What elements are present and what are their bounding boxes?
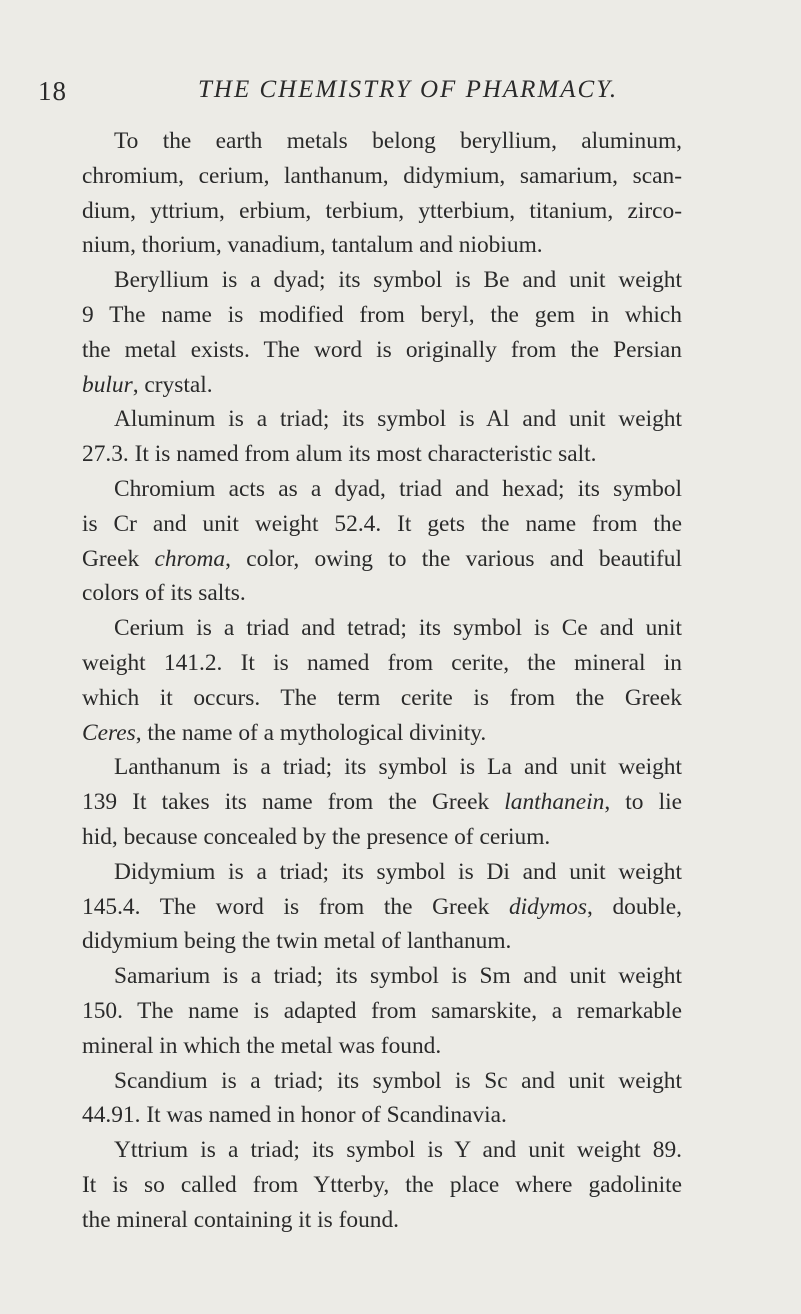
body-text [82,124,682,1238]
italic-term: chroma [154,545,226,572]
text-line: Cerium is a triad and tetrad; its symbol is Ce and unit [114,615,682,642]
text-line: Lanthanum is a triad; its symbol is La and unit weight [114,754,682,781]
text-line [82,890,682,925]
text-line: nium, thorium, vanadium, tantalum and niobium. [82,232,543,259]
text-line: Aluminum is a triad; its symbol is Al and unit weight [114,406,682,433]
text-line: Beryllium is a dyad; its symbol is Be and unit weight [114,267,682,294]
page-number: 18 [38,76,67,106]
text-line: To the earth metals belong beryllium, aluminum, [114,128,682,154]
text-run: , to lie [604,789,682,816]
text-line [82,785,682,820]
text-run: , double, [586,893,682,920]
running-title: THE CHEMISTRY OF PHARMACY. [198,76,619,103]
text-run: Greek [82,545,155,572]
text-line: is Cr and unit weight 52.4. It gets the name from the [82,510,682,537]
text-line: 150. The name is adapted from samarskite, a remarkable [82,997,682,1024]
text-line: the mineral containing it is found. [82,1206,400,1233]
text-run: 139 It takes its name from the Greek [82,789,505,816]
text-run: , crystal. [132,371,213,398]
text-line: Scandium is a triad; its symbol is Sc and unit weight [114,1067,682,1094]
italic-term: bulur [82,371,133,398]
text-line: the metal exists. The word is originally from the Persian [82,336,682,363]
text-run: 145.4. The word is from the Greek [82,893,509,920]
text-line: 44.91. It was named in honor of Scandinavia. [82,1102,507,1129]
italic-term: lanthanein [504,789,605,816]
text-run: , the name of a mythological divinity. [135,719,487,746]
text-run: , color, owing to the various and beautiful [225,545,682,572]
text-line [82,542,682,577]
text-line [82,716,682,751]
text-line: Yttrium is a triad; its symbol is Y and unit weight 89. [114,1137,682,1164]
italic-term: didymos [508,893,587,920]
text-line: It is so called from Ytterby, the place where gadolinite [82,1171,682,1198]
text-line: mineral in which the metal was found. [82,1032,442,1059]
italic-term: Ceres [82,719,136,746]
text-line: 27.3. It is named from alum its most characteristic salt. [82,441,597,468]
text-line: weight 141.2. It is named from cerite, the mineral in [82,649,682,676]
text-line: didymium being the twin metal of lanthanum. [82,928,512,955]
text-line [82,368,682,403]
text-line: colors of its salts. [82,580,246,607]
text-line: Samarium is a triad; its symbol is Sm and unit weight [114,963,682,990]
text-line: Chromium acts as a dyad, triad and hexad; its symbol [114,475,682,502]
text-line: which it occurs. The term cerite is from the Greek [82,684,682,711]
text-line: hid, because concealed by the presence of cerium. [82,823,551,850]
text-line: dium, yttrium, erbium, terbium, ytterbium, titanium, zirco- [82,197,682,224]
text-line: Didymium is a triad; its symbol is Di and unit weight [114,858,682,885]
page-header [38,76,758,120]
text-line: 9 The name is modified from beryl, the gem in which [82,301,682,328]
text-line: chromium, cerium, lanthanum, didymium, samarium, scan- [82,162,682,189]
